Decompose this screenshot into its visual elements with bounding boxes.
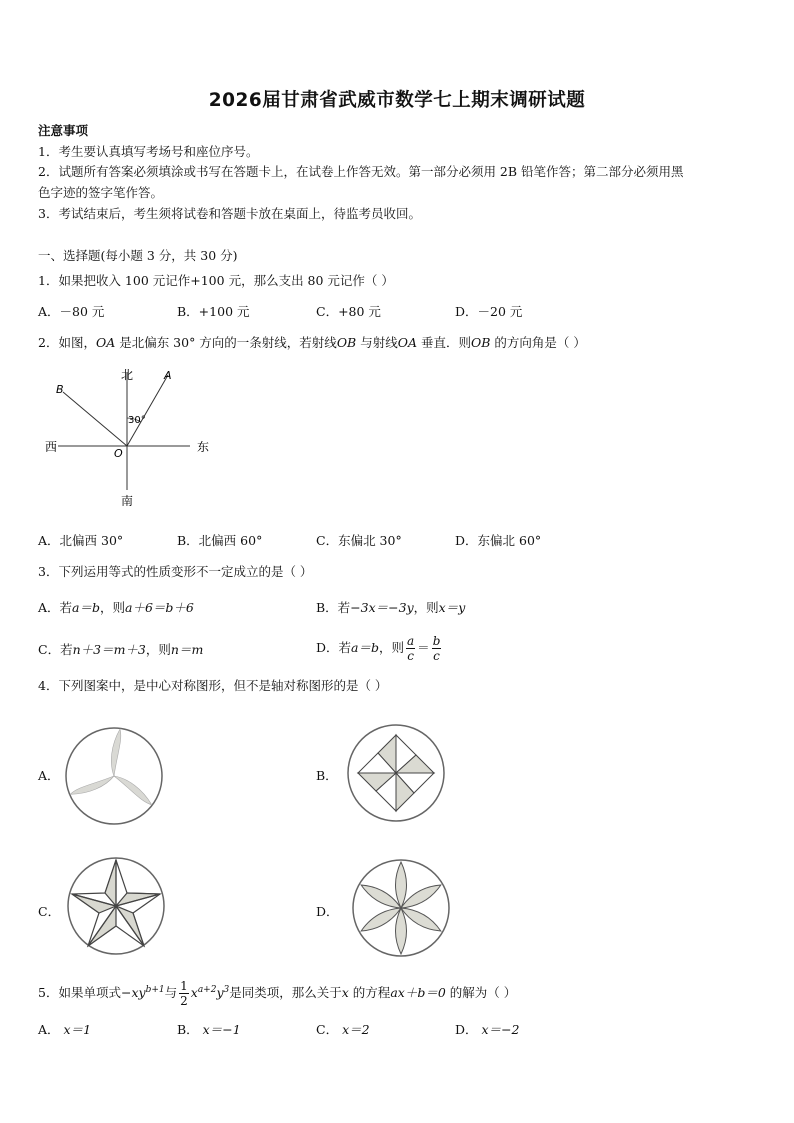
fraction-denominator: c <box>433 649 440 663</box>
q2-oa: OA <box>95 335 116 350</box>
q2-stem-c: 与射线 <box>356 335 398 350</box>
q4-figure-b-pinwheel <box>345 722 447 824</box>
q3-c-mid: ，则 <box>145 642 171 657</box>
q4-stem: 4．下列图案中，是中心对称图形，但不是轴对称图形的是（ ） <box>38 678 388 693</box>
q4-label-b: B． <box>316 768 338 783</box>
q5-monomial-1: −xy <box>120 985 146 1001</box>
q4-figure-d-flower <box>350 857 452 959</box>
option-label: B． <box>177 1022 199 1037</box>
option-value: x＝−2 <box>481 1022 520 1037</box>
q5-equation: ax＋b＝0 <box>390 985 446 1001</box>
notice-item-2: 2．试题所有答案必须填涂或书写在答题卡上，在试卷上作答无效。第一部分必须用 2B 铅笔作答；第二部分必须用黑 <box>38 164 684 179</box>
q3-stem: 3．下列运用等式的性质变形不一定成立的是（ ） <box>38 564 313 579</box>
q3-b-result: x＝y <box>438 600 466 615</box>
q5-stem-b: 与 <box>164 985 178 1001</box>
q1-stem: 1．如果把收入 100 元记作+100 元，那么支出 80 元记作（ ） <box>38 273 394 288</box>
q3-a-mid: ，则 <box>100 600 126 615</box>
q3-c-pre: C．若 <box>38 642 73 657</box>
section-heading: 一、选择题(每小题 3 分，共 30 分) <box>38 248 238 263</box>
q3-d-fraction-b <box>432 635 442 662</box>
q3-c-result: n＝m <box>170 642 204 657</box>
q3-a-result: a＋6＝b＋6 <box>125 600 194 615</box>
q5-stem <box>38 972 516 1011</box>
q4-figure-c-star <box>65 855 167 957</box>
notice-item-2-cont: 色字迹的签字笔作答。 <box>38 185 164 200</box>
q3-b-condition: −3x＝−3y <box>350 600 414 615</box>
q5-exponent-1: b+1 <box>145 985 165 995</box>
label-o: O <box>114 447 123 460</box>
q2-ob: OB <box>336 335 357 350</box>
q3-option-d <box>316 630 443 666</box>
q5-option-c <box>316 1020 370 1038</box>
notice-item-1: 1．考生要认真填写考场号和座位序号。 <box>38 144 259 159</box>
q2-option-d: D．东偏北 60° <box>455 533 542 548</box>
q4-figure-a-three-blades <box>63 725 165 827</box>
q3-option-c <box>38 640 203 658</box>
label-west: 西 <box>45 440 58 454</box>
option-label: A． <box>38 1022 60 1037</box>
fraction-numerator: 1 <box>180 979 188 994</box>
q3-d-equals: ＝ <box>417 640 430 655</box>
q3-d-pre: D．若 <box>316 640 352 655</box>
q3-d-mid: ，则 <box>379 640 405 655</box>
label-a: A <box>164 369 172 382</box>
q2-option-a: A．北偏西 30° <box>38 533 124 548</box>
q5-stem-e: 的解为（ ） <box>445 985 517 1001</box>
q2-stem-e: 的方向角是（ ） <box>490 335 586 350</box>
q1-option-a: A．－80 元 <box>38 304 105 319</box>
q2-oa: OA <box>397 335 418 350</box>
fraction-numerator: a <box>407 634 415 648</box>
q5-stem-a: 5．如果单项式 <box>38 985 121 1001</box>
ray-ob <box>63 392 127 446</box>
q3-c-condition: n＋3＝m＋3 <box>72 642 146 657</box>
q2-stem-a: 2．如图， <box>38 335 96 350</box>
q3-d-condition: a＝b <box>351 640 379 655</box>
option-value: x＝2 <box>342 1022 370 1037</box>
q3-a-pre: A．若 <box>38 600 73 615</box>
q3-a-condition: a＝b <box>72 600 100 615</box>
label-north: 北 <box>121 368 134 382</box>
fraction-numerator: b <box>432 634 441 648</box>
q3-option-b <box>316 598 465 616</box>
notice-heading: 注意事项 <box>38 123 89 138</box>
q4-label-a: A． <box>38 768 60 783</box>
option-label: D． <box>455 1022 478 1037</box>
q2-stem-b: 是北偏东 30° 方向的一条射线，若射线 <box>115 335 337 350</box>
q1-option-c: C．+80 元 <box>316 304 381 319</box>
q2-ob: OB <box>471 335 491 350</box>
q1-option-d: D．－20 元 <box>455 304 523 319</box>
q2-direction-figure <box>40 362 220 512</box>
q3-b-pre: B．若 <box>316 600 351 615</box>
fraction-denominator: 2 <box>180 994 188 1009</box>
q1-option-b: B．+100 元 <box>177 304 250 319</box>
q5-exponent-3: 3 <box>223 985 230 995</box>
q5-variable: x <box>341 985 349 1001</box>
label-south: 南 <box>121 494 134 508</box>
q5-exponent-2: a+2 <box>197 985 217 995</box>
q5-option-b <box>177 1020 241 1038</box>
q5-stem-c: 是同类项，那么关于 <box>229 985 342 1001</box>
ray-oa <box>127 375 168 446</box>
q2-stem-d: 垂直．则 <box>417 335 471 350</box>
option-label: C． <box>316 1022 339 1037</box>
q4-label-d: D． <box>316 904 339 919</box>
fraction-denominator: c <box>407 649 414 663</box>
q3-option-a <box>38 598 194 616</box>
q5-option-d <box>455 1020 520 1038</box>
label-angle: 30° <box>128 415 146 426</box>
option-value: x＝−1 <box>202 1022 241 1037</box>
q3-b-mid: ，则 <box>413 600 439 615</box>
option-value: x＝1 <box>63 1022 92 1037</box>
q5-fraction <box>179 980 189 1007</box>
label-b: B <box>56 383 64 396</box>
q5-stem-d: 的方程 <box>348 985 391 1001</box>
q5-option-a <box>38 1020 91 1038</box>
label-east: 东 <box>197 440 210 454</box>
q2-option-b: B．北偏西 60° <box>177 533 263 548</box>
q4-label-c: C． <box>38 904 61 919</box>
q2-stem <box>38 333 586 351</box>
q2-option-c: C．东偏北 30° <box>316 533 402 548</box>
page-title: 2026届甘肃省武威市数学七上期末调研试题 <box>208 90 586 111</box>
q3-d-fraction-a <box>406 635 415 662</box>
q5-monomial-2-y: y <box>216 985 224 1001</box>
notice-item-3: 3．考试结束后，考生须将试卷和答题卡放在桌面上，待监考员收回。 <box>38 206 421 221</box>
q5-monomial-2-x: x <box>190 985 198 1001</box>
